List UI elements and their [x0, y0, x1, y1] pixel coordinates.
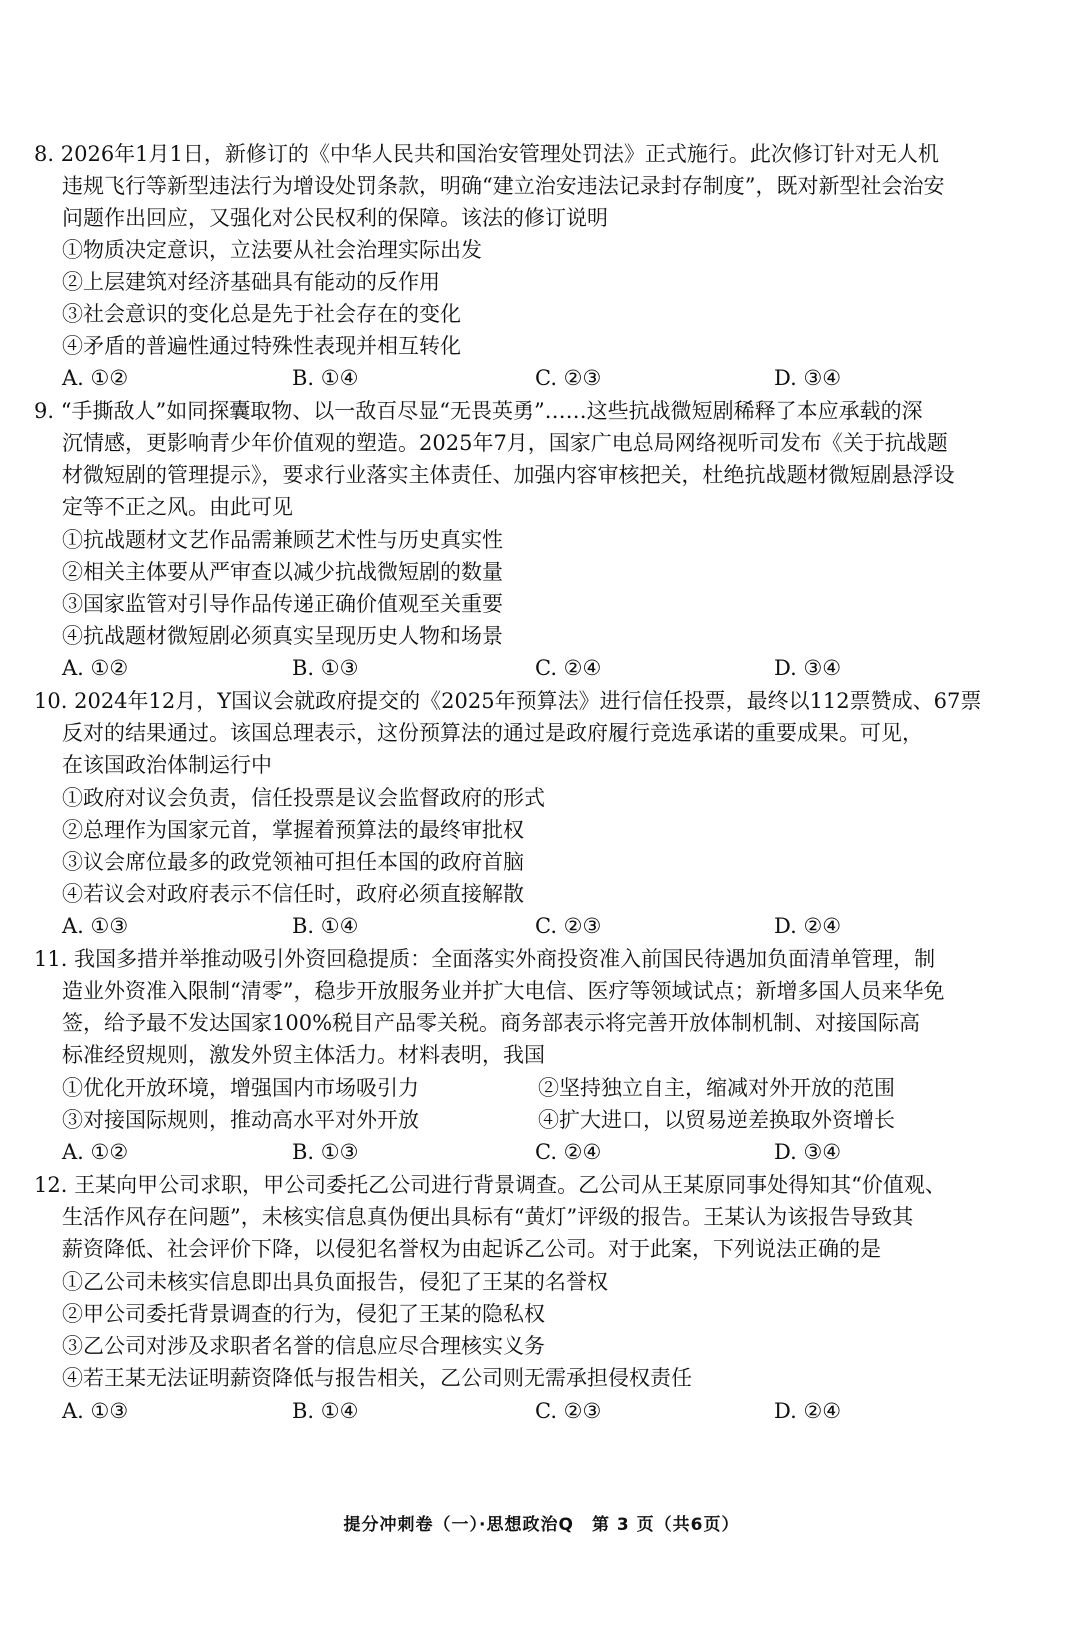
question-stem-line: 签，给予最不发达国家100%税目产品零关税。商务部表示将完善开放体制机制、对接国际高	[62, 1011, 921, 1035]
option-d: D. ③④	[774, 1140, 842, 1164]
statement-2: ②上层建筑对经济基础具有能动的反作用	[62, 270, 440, 294]
question-number: 12.	[34, 1173, 68, 1197]
question-stem-line: 9. “手撕敌人”如同探囊取物、以一敌百尽显“无畏英勇”……这些抗战微短剧稀释了本应承载的深	[34, 395, 923, 427]
question-number: 10.	[34, 689, 68, 713]
option-a: A. ①③	[62, 914, 129, 938]
option-a: A. ①③	[62, 1399, 129, 1423]
question-stem-line: 生活作风存在问题”，未核实信息真伪便出具标有“黄灯”评级的报告。王某认为该报告导致其	[62, 1205, 914, 1229]
question-number: 11.	[34, 947, 68, 971]
question-stem-line: 问题作出回应，又强化对公民权利的保障。该法的修订说明	[62, 206, 608, 230]
option-b: B. ①③	[292, 1140, 359, 1164]
statement-1: ①物质决定意识，立法要从社会治理实际出发	[62, 238, 482, 262]
statement-4: ④若王某无法证明薪资降低与报告相关，乙公司则无需承担侵权责任	[62, 1366, 692, 1390]
option-c: C. ②④	[535, 1140, 602, 1164]
statement-1: ①政府对议会负责，信任投票是议会监督政府的形式	[62, 786, 545, 810]
statement-1: ①抗战题材文艺作品需兼顾艺术性与历史真实性	[62, 528, 503, 552]
question-stem-line: 反对的结果通过。该国总理表示，这份预算法的通过是政府履行竞选承诺的重要成果。可见，	[62, 721, 923, 745]
statement-1: ①优化开放环境，增强国内市场吸引力	[62, 1076, 419, 1100]
option-d: D. ③④	[774, 366, 842, 390]
option-c: C. ②③	[535, 366, 602, 390]
statement-4: ④若议会对政府表示不信任时，政府必须直接解散	[62, 882, 524, 906]
statement-1: ①乙公司未核实信息即出具负面报告，侵犯了王某的名誉权	[62, 1270, 608, 1294]
option-b: B. ①③	[292, 656, 359, 680]
question-stem-line: 11. 我国多措并举推动吸引外资回稳提质：全面落实外商投资准入前国民待遇加负面清单管理，制	[34, 943, 935, 975]
option-a: A. ①②	[62, 1140, 129, 1164]
question-stem-line: 沉情感，更影响青少年价值观的塑造。2025年7月，国家广电总局网络视听司发布《关于抗战题	[62, 431, 948, 455]
question-stem-line: 10. 2024年12月，Y国议会就政府提交的《2025年预算法》进行信任投票，最终以112票赞成、67票	[34, 685, 981, 717]
statement-3: ③国家监管对引导作品传递正确价值观至关重要	[62, 592, 503, 616]
option-c: C. ②③	[535, 1399, 602, 1423]
statement-4: ④矛盾的普遍性通过特殊性表现并相互转化	[62, 334, 461, 358]
question-stem-line: 造业外资准入限制“清零”，稳步开放服务业并扩大电信、医疗等领域试点；新增多国人员来华免	[62, 979, 945, 1003]
question-stem-line: 薪资降低、社会评价下降，以侵犯名誉权为由起诉乙公司。对于此案，下列说法正确的是	[62, 1237, 881, 1261]
statement-4: ④抗战题材微短剧必须真实呈现历史人物和场景	[62, 624, 503, 648]
option-d: D. ②④	[774, 1399, 842, 1423]
option-a: A. ①②	[62, 366, 129, 390]
question-stem-line: 违规飞行等新型违法行为增设处罚条款，明确“建立治安违法记录封存制度”，既对新型社会治安	[62, 174, 945, 198]
question-stem-line: 在该国政治体制运行中	[62, 753, 272, 777]
statement-2: ②甲公司委托背景调查的行为，侵犯了王某的隐私权	[62, 1302, 545, 1326]
option-c: C. ②④	[535, 656, 602, 680]
statement-3: ③社会意识的变化总是先于社会存在的变化	[62, 302, 461, 326]
option-c: C. ②③	[535, 914, 602, 938]
question-stem-line: 定等不正之风。由此可见	[62, 495, 293, 519]
option-b: B. ①④	[292, 1399, 359, 1423]
statement-3: ③乙公司对涉及求职者名誉的信息应尽合理核实义务	[62, 1334, 545, 1358]
statement-4: ④扩大进口，以贸易逆差换取外资增长	[538, 1108, 895, 1132]
option-a: A. ①②	[62, 656, 129, 680]
question-number: 9.	[34, 399, 55, 423]
question-number: 8.	[34, 142, 55, 166]
option-d: D. ②④	[774, 914, 842, 938]
statement-2: ②相关主体要从严审查以减少抗战微短剧的数量	[62, 560, 503, 584]
statement-2: ②总理作为国家元首，掌握着预算法的最终审批权	[62, 818, 524, 842]
statement-3: ③议会席位最多的政党领袖可担任本国的政府首脑	[62, 850, 524, 874]
statement-3: ③对接国际规则，推动高水平对外开放	[62, 1108, 419, 1132]
question-stem-line: 材微短剧的管理提示》，要求行业落实主体责任、加强内容审核把关，杜绝抗战题材微短剧悬浮设	[62, 463, 955, 487]
page-footer: 提分冲刺卷（一）·思想政治Q 第 3 页（共6页）	[343, 1515, 740, 1535]
question-stem-line: 8. 2026年1月1日，新修订的《中华人民共和国治安管理处罚法》正式施行。此次修订针对无人机	[34, 138, 939, 170]
statement-2: ②坚持独立自主，缩减对外开放的范围	[538, 1076, 895, 1100]
option-d: D. ③④	[774, 656, 842, 680]
question-stem-line: 12. 王某向甲公司求职，甲公司委托乙公司进行背景调查。乙公司从王某原同事处得知其“价值观、	[34, 1169, 946, 1201]
question-stem-line: 标准经贸规则，激发外贸主体活力。材料表明，我国	[62, 1043, 545, 1067]
option-b: B. ①④	[292, 366, 359, 390]
option-b: B. ①④	[292, 914, 359, 938]
